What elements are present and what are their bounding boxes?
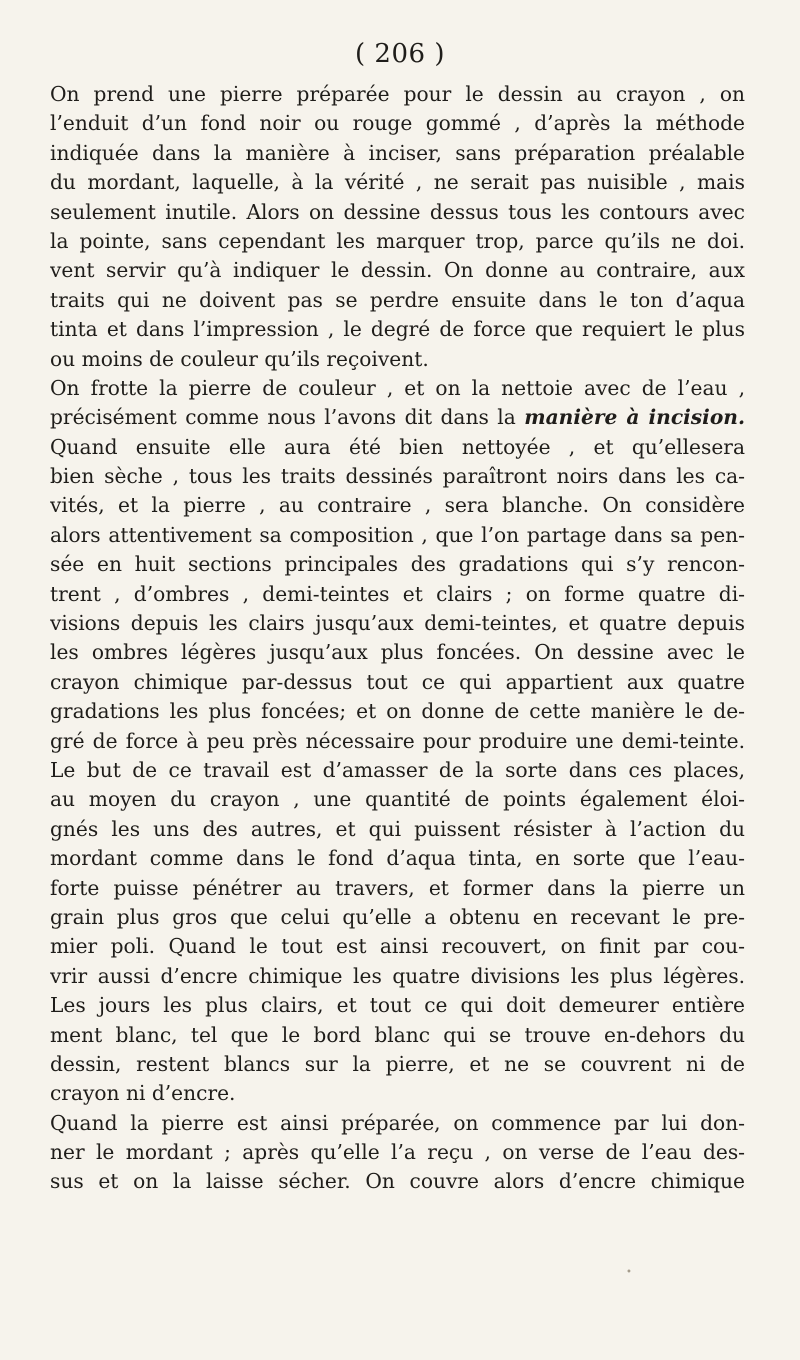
text-line-content: sus et on la laisse sécher. On couvre alors d’encre chimique bbox=[50, 1169, 745, 1194]
text-line bbox=[50, 403, 745, 432]
text-line bbox=[50, 1079, 745, 1108]
page-number: ( 206 ) bbox=[355, 39, 445, 69]
text-line-content: la pointe, sans cependant les marquer trop, parce qu’ils ne doi. bbox=[50, 228, 745, 253]
text-line bbox=[50, 168, 745, 197]
text-line-content: ment blanc, tel que le bord blanc qui se trouve en-dehors du bbox=[50, 1022, 745, 1047]
text-line bbox=[50, 844, 745, 873]
text-line-content: mier poli. Quand le tout est ainsi recouvert, on finit par cou- bbox=[50, 934, 745, 959]
text-line-content: Le but de ce travail est d’amasser de la sorte dans ces places, bbox=[50, 757, 745, 782]
text-line bbox=[50, 315, 745, 344]
text-line-content: Quand ensuite elle aura été bien nettoyée , et qu’ellesera bbox=[50, 434, 745, 459]
text-line-content: ou moins de couleur qu’ils reçoivent. bbox=[50, 346, 429, 371]
text-line bbox=[50, 521, 745, 550]
text-line-content: dessin, restent blancs sur la pierre, et ne se couvrent ni de bbox=[50, 1051, 745, 1076]
text-line bbox=[50, 256, 745, 285]
text-line bbox=[50, 80, 745, 109]
text-line bbox=[50, 815, 745, 844]
text-line bbox=[50, 668, 745, 697]
text-line bbox=[50, 638, 745, 667]
text-line-content: tinta et dans l’impression , le degré de force que requiert le plus bbox=[50, 317, 745, 342]
text-line-content: trent , d’ombres , demi-teintes et clairs ; on forme quatre di- bbox=[50, 581, 745, 606]
text-line bbox=[50, 756, 745, 785]
text-line bbox=[50, 1050, 745, 1079]
text-line bbox=[50, 227, 745, 256]
text-line bbox=[50, 727, 745, 756]
text-line-content: vent servir qu’à indiquer le dessin. On donne au contraire, aux bbox=[50, 258, 745, 283]
text-line-content: précisément comme nous l’avons dit dans la bbox=[50, 405, 525, 430]
text-line-content: alors attentivement sa composition , que l’on partage dans sa pen- bbox=[50, 522, 745, 547]
text-line-content: du mordant, laquelle, à la vérité , ne serait pas nuisible , mais bbox=[50, 170, 745, 195]
text-line-content: gré de force à peu près nécessaire pour produire une demi-teinte. bbox=[50, 728, 745, 753]
text-line-content: Quand la pierre est ainsi préparée, on commence par lui don- bbox=[50, 1110, 745, 1135]
text-line bbox=[50, 1021, 745, 1050]
text-line-content: au moyen du crayon , une quantité de points également éloi- bbox=[50, 787, 745, 812]
text-line bbox=[50, 374, 745, 403]
text-line bbox=[50, 345, 745, 374]
text-line bbox=[50, 491, 745, 520]
text-line-content: sée en huit sections principales des gradations qui s’y rencon- bbox=[50, 552, 745, 577]
text-line-content: crayon chimique par-dessus tout ce qui appartient aux quatre bbox=[50, 669, 745, 694]
text-line bbox=[50, 962, 745, 991]
text-line-content: les ombres légères jusqu’aux plus foncées. On dessine avec le bbox=[50, 640, 745, 665]
ink-spot-mark: • bbox=[626, 1267, 632, 1278]
text-line bbox=[50, 286, 745, 315]
text-line bbox=[50, 932, 745, 961]
text-line bbox=[50, 139, 745, 168]
text-line-content: ner le mordant ; après qu’elle l’a reçu , on verse de l’eau des- bbox=[50, 1140, 745, 1165]
text-line bbox=[50, 609, 745, 638]
text-line bbox=[50, 991, 745, 1020]
text-line-content: gnés les uns des autres, et qui puissent résister à l’action du bbox=[50, 816, 745, 841]
text-line bbox=[50, 109, 745, 138]
text-line-content: traits qui ne doivent pas se perdre ensuite dans le ton d’aqua bbox=[50, 287, 745, 312]
text-line bbox=[50, 462, 745, 491]
text-line-content: seulement inutile. Alors on dessine dessus tous les contours avec bbox=[50, 199, 745, 224]
text-line-content: bien sèche , tous les traits dessinés paraîtront noirs dans les ca- bbox=[50, 464, 745, 489]
text-line-content: gradations les plus foncées; et on donne de cette manière le de- bbox=[50, 699, 745, 724]
text-line bbox=[50, 874, 745, 903]
text-line-content: indiquée dans la manière à inciser, sans préparation préalable bbox=[50, 140, 745, 165]
text-line-content: grain plus gros que celui qu’elle a obtenu en recevant le pre- bbox=[50, 904, 745, 929]
text-line-content: forte puisse pénétrer au travers, et former dans la pierre un bbox=[50, 875, 745, 900]
text-line bbox=[50, 580, 745, 609]
text-line bbox=[50, 1109, 745, 1138]
text-line-content: vités, et la pierre , au contraire , sera blanche. On considère bbox=[50, 493, 745, 518]
text-line-content: Les jours les plus clairs, et tout ce qui doit demeurer entière bbox=[50, 993, 745, 1018]
text-line-content: vrir aussi d’encre chimique les quatre divisions les plus légères. bbox=[50, 963, 745, 988]
text-line bbox=[50, 198, 745, 227]
text-line-content: mordant comme dans le fond d’aqua tinta, en sorte que l’eau- bbox=[50, 846, 745, 871]
text-line bbox=[50, 1167, 745, 1196]
text-line-content: visions depuis les clairs jusqu’aux demi-teintes, et quatre depuis bbox=[50, 611, 745, 636]
text-line bbox=[50, 785, 745, 814]
italic-phrase: manière à incision. bbox=[524, 405, 745, 430]
text-line-content: On frotte la pierre de couleur , et on la nettoie avec de l’eau , bbox=[50, 375, 745, 400]
text-line-content: crayon ni d’encre. bbox=[50, 1081, 236, 1106]
text-line bbox=[50, 433, 745, 462]
body-text bbox=[50, 80, 745, 1197]
text-line-content: On prend une pierre préparée pour le dessin au crayon , on bbox=[50, 82, 745, 106]
text-line bbox=[50, 550, 745, 579]
text-line bbox=[50, 1138, 745, 1167]
text-line bbox=[50, 697, 745, 726]
text-line bbox=[50, 903, 745, 932]
text-line-content: l’enduit d’un fond noir ou rouge gommé , d’après la méthode bbox=[50, 111, 745, 136]
